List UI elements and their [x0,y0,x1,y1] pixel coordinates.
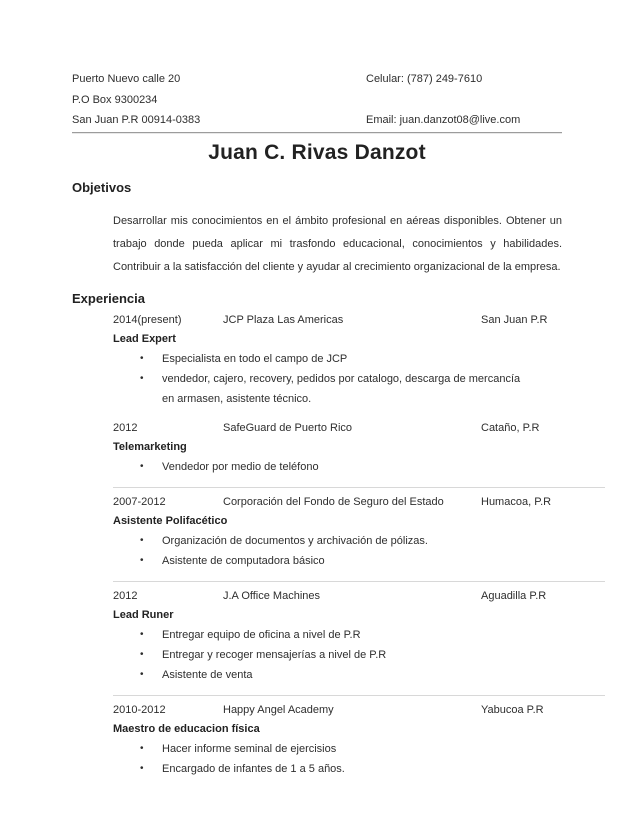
entry-role: Asistente Polifacético [113,514,228,527]
bullet-item [72,457,562,477]
entry-header-row [72,419,562,438]
experience-list [72,311,562,779]
contact-address-block [72,69,366,131]
bullet-item [72,551,562,571]
bullet-text: Entregar y recoger mensajerías a nivel de P.R [162,648,387,661]
entry-header-row [72,587,562,606]
bullet-item [72,369,562,409]
bullet-text: Asistente de computadora básico [162,554,325,567]
bullet-text: Hacer informe seminal de ejercisios [162,742,337,755]
bullet-item [72,625,562,645]
entry-company: JCP Plaza Las Americas [223,313,344,326]
entry-divider [113,581,605,582]
entry-role: Lead Runer [113,608,174,621]
entry-location: San Juan P.R [481,313,548,326]
entry-company: J.A Office Machines [223,589,321,602]
contact-address-line3: San Juan P.R 00914-0383 [72,114,201,126]
entry-dates: 2012 [113,421,138,434]
bullet-list [72,625,562,685]
entry-dates: 2014(present) [113,313,182,326]
contact-address-line2: P.O Box 9300234 [72,93,158,106]
entry-dates: 2012 [113,589,138,602]
section-heading-experiencia: Experiencia [72,290,145,306]
entry-location: Cataño, P.R [481,421,540,434]
entry-company: Happy Angel Academy [223,703,334,716]
bullet-icon: • [140,762,144,774]
bullet-item [72,531,562,551]
bullet-item [72,739,562,759]
entry-location: Aguadilla P.R [481,589,547,602]
contact-email: Email: juan.danzot08@live.com [366,114,521,126]
bullet-icon: • [140,460,144,472]
bullet-text: Encargado de infantes de 1 a 5 años. [162,762,345,775]
bullet-list [72,457,562,477]
bullet-list [72,739,562,779]
entry-divider [113,695,605,696]
bullet-icon: • [140,648,144,660]
bullet-item [72,759,562,779]
contact-address-line1: Puerto Nuevo calle 20 [72,73,181,85]
entry-header-row [72,311,562,330]
entry-location: Humacoa, P.R [481,495,552,508]
bullet-item [72,645,562,665]
experience-entry [72,419,562,477]
bullet-icon: • [140,372,144,384]
experience-entry [72,493,562,571]
bullet-text: Organización de documentos y archivación de pólizas. [162,534,428,547]
bullet-text: Vendedor por medio de teléfono [162,460,319,473]
bullet-text: Entregar equipo de oficina a nivel de P.R [162,628,361,641]
entry-header-row [72,701,562,720]
bullet-item [72,349,562,369]
bullet-item [72,665,562,685]
entry-role: Telemarketing [113,440,187,453]
entry-company: SafeGuard de Puerto Rico [223,421,353,434]
experience-entry [72,311,562,409]
entry-dates: 2010-2012 [113,703,166,716]
bullet-text: Asistente de venta [162,668,253,681]
header-rule [72,132,562,134]
bullet-icon: • [140,534,144,546]
bullet-icon: • [140,628,144,640]
entry-divider [113,487,605,488]
bullet-icon: • [140,554,144,566]
section-heading-objetivos: Objetivos [72,179,132,195]
bullet-icon: • [140,742,144,754]
experience-entry [72,701,562,779]
contact-phone: Celular: (787) 249-7610 [366,73,483,85]
objective-paragraph: Desarrollar mis conocimientos en el ámbito profesional en aéreas disponibles. Obtener un trabajo donde pueda aplicar mi trasfondo educacional, conocimientos y habilidades. Contribuir a la satisfacción del cliente y ayudar al crecimiento organizacional de la empresa. [113,214,562,273]
bullet-text: vendedor, cajero, recovery, pedidos por catalogo, descarga de mercancía en armasen, asistente técnico. [162,372,521,405]
contact-header [72,69,562,131]
entry-header-row [72,493,562,512]
experience-entry [72,587,562,685]
bullet-text: Especialista en todo el campo de JCP [162,352,348,365]
entry-role: Lead Expert [113,332,176,345]
entry-dates: 2007-2012 [113,495,166,508]
page-title: Juan C. Rivas Danzot [208,140,426,164]
entry-company: Corporación del Fondo de Seguro del Estado [223,495,444,508]
entry-role: Maestro de educacion física [113,722,260,735]
bullet-list [72,531,562,571]
bullet-list [72,349,562,409]
bullet-icon: • [140,352,144,364]
bullet-icon: • [140,668,144,680]
contact-reach-block [366,69,562,131]
contact-spacer-line [366,90,562,111]
entry-location: Yabucoa P.R [481,703,544,716]
